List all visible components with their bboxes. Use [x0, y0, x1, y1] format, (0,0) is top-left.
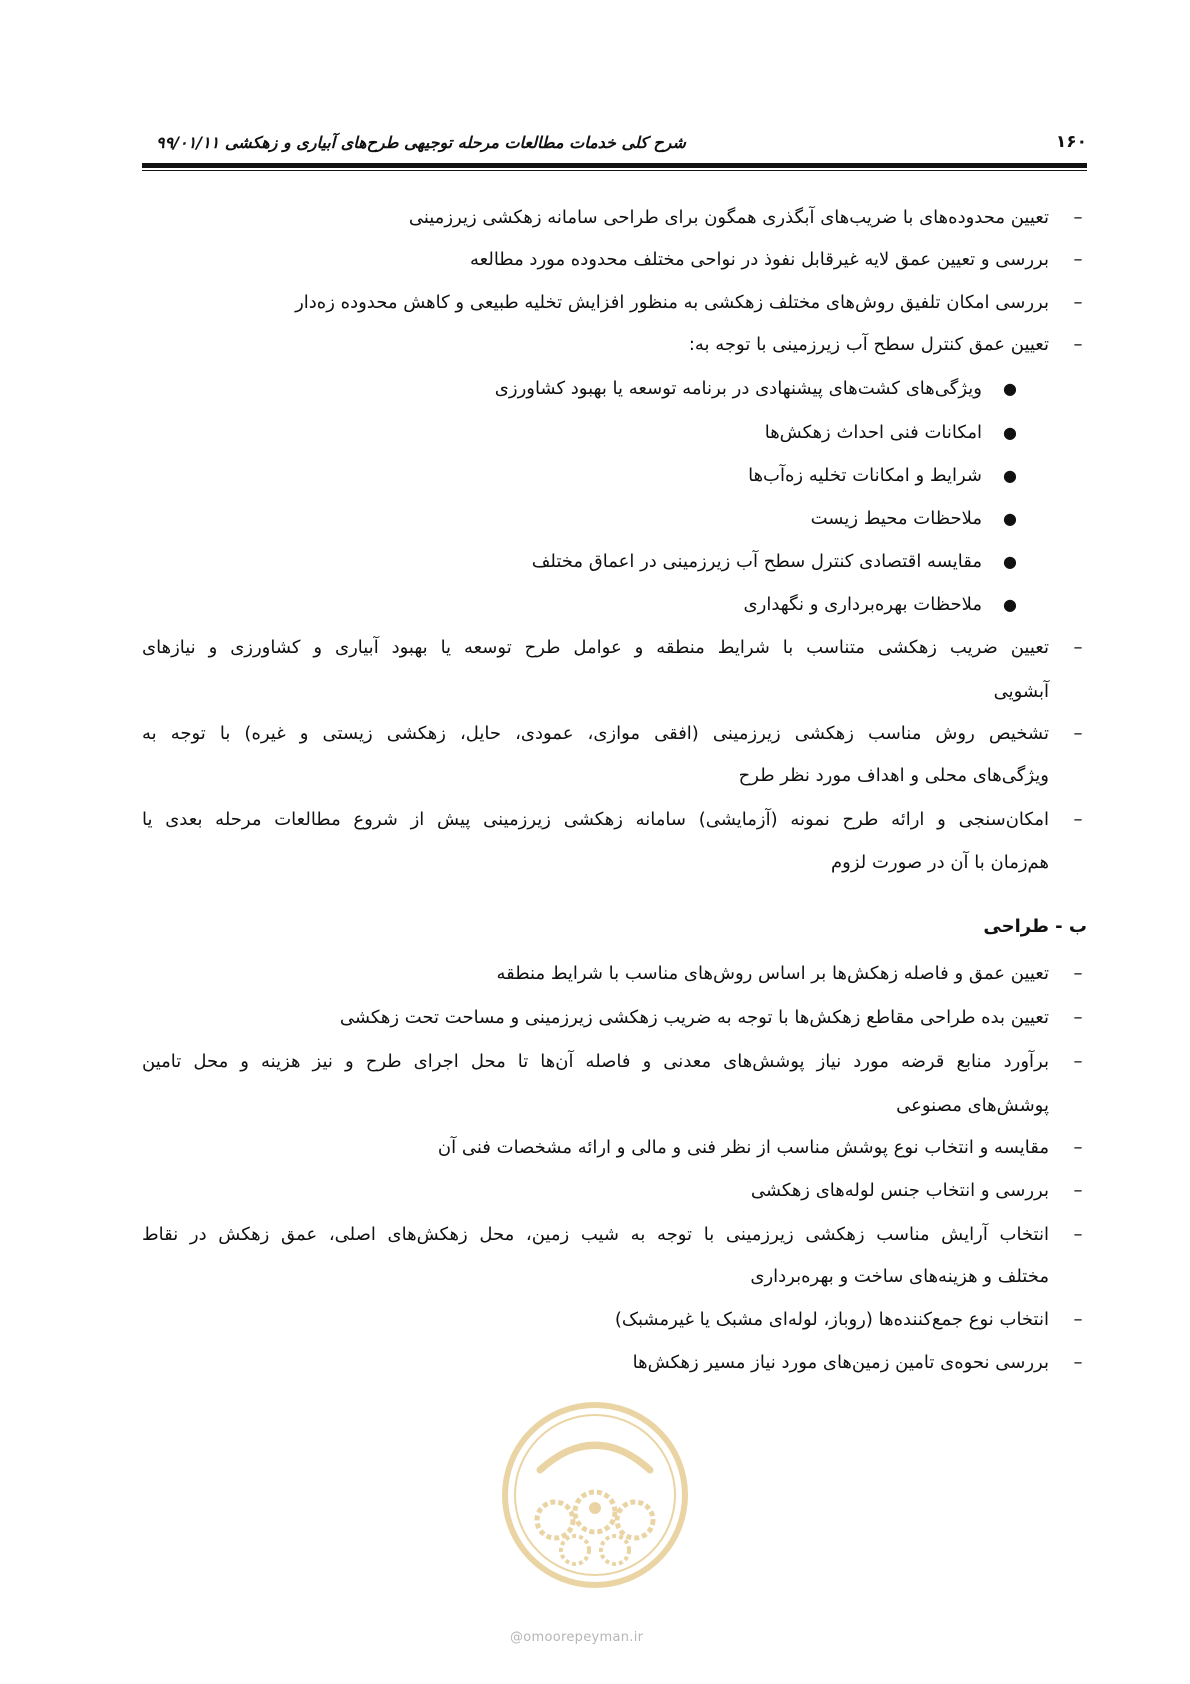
list-item-line2: آبشویی: [993, 681, 1049, 702]
page-header: [142, 132, 1087, 158]
bullet-marker: ●: [1003, 595, 1017, 614]
watermark-url: @omoorepeyman.ir: [510, 1630, 644, 1645]
bullet-item: [142, 547, 1087, 577]
bullet-item: [142, 374, 1087, 404]
bullet-text: مقایسه اقتصادی کنترل سطح آب زیرزمینی در اعماق مختلف: [531, 551, 982, 572]
bullet-marker: ●: [1003, 466, 1017, 485]
watermark-logo: [500, 1400, 690, 1590]
list-item-line2: ویژگی‌های محلی و اهداف مورد نظر طرح: [738, 765, 1049, 786]
bullet-text: ویژگی‌های کشت‌های پیشنهادی در برنامه توسعه یا بهبود کشاورزی: [494, 378, 982, 399]
list-item-line2: پوشش‌های مصنوعی: [896, 1095, 1049, 1116]
dash-marker: –: [1073, 809, 1083, 830]
list-item-text: بررسی امکان تلفیق روش‌های مختلف زهکشی به منظور افزایش تخلیه طبیعی و کاهش محدوده زه‌دار: [295, 292, 1049, 313]
bullet-marker: ●: [1003, 423, 1017, 442]
list-item: [142, 1305, 1087, 1335]
list-item-line1: امکان‌سنجی و ارائه طرح نمونه (آزمایشی) سامانه زهکشی زیرزمینی پیش از شروع مطالعات مرحله بعدی یا: [142, 809, 1049, 830]
dash-marker: –: [1073, 637, 1083, 658]
list-item-line1: تعیین ضریب زهکشی متناسب با شرایط منطقه و عوامل طرح توسعه یا بهبود آبیاری و کشاورزی و نیازهای: [142, 637, 1049, 658]
list-item-line1: انتخاب آرایش مناسب زهکشی زیرزمینی با توجه به شیب زمین، محل زهکش‌های اصلی، عمق زهکش در نقاط: [142, 1224, 1049, 1245]
dash-marker: –: [1073, 207, 1083, 228]
bullet-item: [142, 504, 1087, 534]
dash-marker: –: [1073, 1051, 1083, 1072]
list-item-line1: تشخیص روش مناسب زهکشی زیرزمینی (افقی موازی، عمودی، حایل، زهکشی زیستی و غیره) با توجه به: [142, 723, 1049, 744]
bullet-marker: ●: [1003, 509, 1017, 528]
dash-marker: –: [1073, 334, 1083, 355]
list-item-line1: برآورد منابع قرضه مورد نیاز پوشش‌های معدنی و فاصله آن‌ها تا محل اجرای طرح و نیز هزینه و محل تامین: [142, 1051, 1049, 1072]
dash-marker: –: [1073, 723, 1083, 744]
bullet-marker: ●: [1003, 552, 1017, 571]
list-item-text: تعیین محدوده‌های با ضریب‌های آبگذری همگون برای طراحی سامانه زهکشی زیرزمینی: [408, 207, 1049, 228]
list-item-text: مقایسه و انتخاب نوع پوشش مناسب از نظر فنی و مالی و ارائه مشخصات فنی آن: [437, 1137, 1049, 1158]
page-number: ۱۶۰: [1055, 132, 1087, 152]
section-heading: ب - طراحی: [983, 916, 1087, 937]
header-title: شرح کلی خدمات مطالعات مرحله توجیهی طرح‌های آبیاری و زهکشی: [224, 133, 686, 152]
dash-marker: –: [1073, 963, 1083, 984]
list-item-text: بررسی و انتخاب جنس لوله‌های زهکشی: [750, 1180, 1049, 1201]
bullet-text: ملاحظات محیط زیست: [810, 508, 982, 529]
list-item: [142, 1176, 1087, 1206]
header-rule-thin: [142, 170, 1087, 171]
dash-marker: –: [1073, 1180, 1083, 1201]
list-item-text: تعیین عمق و فاصله زهکش‌ها بر اساس روش‌های مناسب با شرایط منطقه: [496, 963, 1049, 984]
dash-marker: –: [1073, 1224, 1083, 1245]
dash-marker: –: [1073, 1137, 1083, 1158]
bullet-marker: ●: [1003, 379, 1017, 398]
header-date: ۹۹/۰۱/۱۱: [156, 133, 220, 152]
bullet-item: [142, 590, 1087, 620]
list-item-text: بررسی نحوه‌ی تامین زمین‌های مورد نیاز مسیر زهکش‌ها: [632, 1352, 1049, 1373]
bullet-text: شرایط و امکانات تخلیه زه‌آب‌ها: [748, 465, 982, 486]
list-item-line2: هم‌زمان با آن در صورت لزوم: [830, 852, 1049, 873]
list-item: [142, 245, 1087, 275]
list-item: [142, 203, 1087, 233]
dash-marker: –: [1073, 1352, 1083, 1373]
dash-marker: –: [1073, 1309, 1083, 1330]
list-item: [142, 1003, 1087, 1033]
bullet-text: ملاحظات بهره‌برداری و نگهداری: [743, 594, 982, 615]
bullet-item: [142, 461, 1087, 491]
list-item: [142, 330, 1087, 360]
list-item: [142, 1133, 1087, 1163]
list-item-text: بررسی و تعیین عمق لایه غیرقابل نفوذ در نواحی مختلف محدوده مورد مطالعه: [470, 249, 1049, 270]
dash-marker: –: [1073, 292, 1083, 313]
list-item-text: تعیین بده طراحی مقاطع زهکش‌ها با توجه به ضریب زهکشی زیرزمینی و مساحت تحت زهکشی: [339, 1007, 1049, 1028]
list-item-text: انتخاب نوع جمع‌کننده‌ها (روباز، لوله‌ای مشبک یا غیرمشبک): [614, 1309, 1049, 1330]
list-item: [142, 1348, 1087, 1378]
bullet-item: [142, 418, 1087, 448]
bullet-text: امکانات فنی احداث زهکش‌ها: [764, 422, 982, 443]
header-rule-thick: [142, 163, 1087, 168]
dash-marker: –: [1073, 249, 1083, 270]
list-item-line2: مختلف و هزینه‌های ساخت و بهره‌برداری: [750, 1266, 1049, 1287]
header-title-block: [142, 133, 686, 152]
list-item: [142, 288, 1087, 318]
list-item: [142, 959, 1087, 989]
list-item-text: تعیین عمق کنترل سطح آب زیرزمینی با توجه به:: [688, 334, 1049, 355]
dash-marker: –: [1073, 1007, 1083, 1028]
